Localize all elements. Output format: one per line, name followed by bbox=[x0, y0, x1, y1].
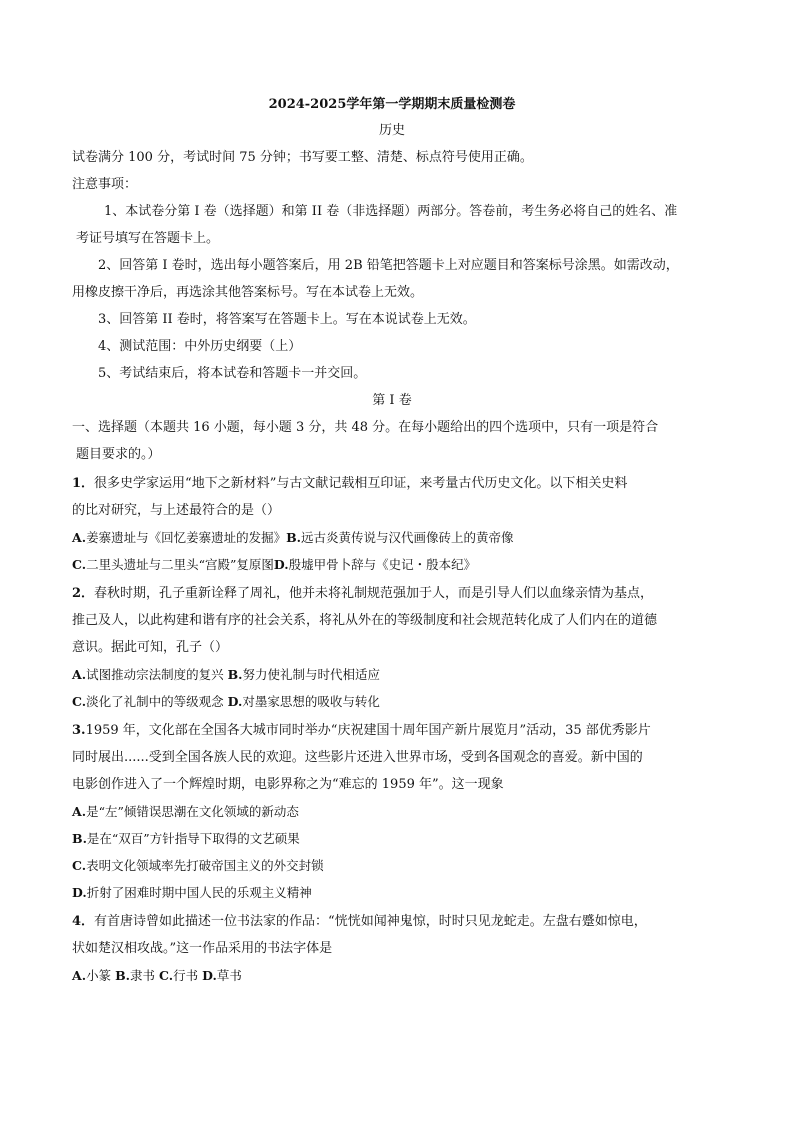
question-text: 的比对研究，与上述最符合的是（） bbox=[72, 503, 281, 518]
section-heading-cont: 题目要求的。） bbox=[76, 447, 161, 462]
option-row bbox=[72, 962, 712, 989]
option-key: B. bbox=[286, 530, 301, 545]
question-number: 3. bbox=[72, 723, 86, 738]
option-key: A. bbox=[72, 667, 87, 682]
option-row bbox=[72, 879, 712, 906]
question-text: 很多史学家运用“地下之新材料”与古文献记载相互印证，来考量古代历史文化。以下相关史料 bbox=[94, 476, 628, 491]
option-text: 行书 bbox=[173, 968, 199, 983]
option-row bbox=[72, 524, 712, 551]
option-text: 努力使礼制与时代相适应 bbox=[242, 667, 380, 682]
option-key: D. bbox=[202, 968, 217, 983]
option-key: B. bbox=[115, 968, 130, 983]
option-row bbox=[72, 688, 712, 715]
question-2 bbox=[72, 580, 712, 715]
question-text: 春秋时期，孔子重新诠释了周礼，他并未将礼制规范强加于人，而是引导人们以血缘亲情为基点， bbox=[94, 586, 654, 601]
question-text: 1959 年，文化部在全国各大城市同时举办“庆祝建国十周年国产新片展览月”活动，35 部优秀影片 bbox=[85, 723, 651, 738]
option-row bbox=[72, 661, 712, 688]
option-text: 试图推动宗法制度的复兴 bbox=[86, 667, 224, 682]
option-key: C. bbox=[72, 557, 87, 572]
notice-item-5: 5、考试结束后，将本试卷和答题卡一并交回。 bbox=[98, 366, 367, 381]
question-text: 意识。据此可知，孔子（） bbox=[72, 640, 229, 655]
option-text: 是“左”倾错误思潮在文化领域的新动态 bbox=[86, 804, 299, 819]
question-text: 有首唐诗曾如此描述一位书法家的作品：“恍恍如闻神鬼惊，时时只见龙蛇走。左盘右蹙如惊电， bbox=[94, 914, 647, 929]
notice-item-1: 1、本试卷分第 I 卷（选择题）和第 II 卷（非选择题）两部分。答卷前，考生务必将自己的姓名、准 bbox=[104, 204, 678, 219]
question-text: 状如楚汉相攻战。”这一作品采用的书法字体是 bbox=[72, 941, 333, 956]
notice-list bbox=[72, 198, 712, 387]
part-title: 第 I 卷 bbox=[372, 393, 412, 408]
question-text: 电影创作进入了一个辉煌时期，电影界称之为“难忘的 1959 年”。这一现象 bbox=[72, 777, 504, 792]
option-key: D. bbox=[227, 694, 243, 709]
option-row bbox=[72, 551, 712, 578]
option-text: 折射了困难时期中国人民的乐观主义精神 bbox=[86, 885, 312, 900]
notice-label: 注意事项： bbox=[72, 177, 138, 192]
section-heading: 一、选择题（本题共 16 小题，每小题 3 分，共 48 分。在每小题给出的四个选项中，只有一项是符合 bbox=[72, 420, 659, 435]
option-text: 殷墟甲骨卜辞与《史记・殷本纪》 bbox=[288, 557, 477, 572]
option-text: 对墨家思想的吸收与转化 bbox=[242, 694, 380, 709]
question-4 bbox=[72, 908, 712, 989]
question-number: 1． bbox=[72, 476, 95, 491]
exam-info: 试卷满分 100 分，考试时间 75 分钟；书写要工整、清楚、标点符号使用正确。 bbox=[72, 150, 533, 165]
option-text: 隶书 bbox=[129, 968, 155, 983]
option-key: A. bbox=[72, 530, 87, 545]
exam-page bbox=[72, 92, 712, 989]
question-number: 2． bbox=[72, 586, 95, 601]
option-text: 姜寨遗址与《回忆姜寨遗址的发掘》 bbox=[86, 530, 287, 545]
option-row bbox=[72, 852, 712, 879]
question-1 bbox=[72, 470, 712, 578]
notice-item-2-cont: 用橡皮擦干净后，再选涂其他答案标号。写在本试卷上无效。 bbox=[72, 285, 424, 300]
question-text: 推己及人，以此构建和谐有序的社会关系，将礼从外在的等级制度和社会规范转化成了人们内在的道德 bbox=[72, 613, 658, 628]
option-row bbox=[72, 825, 712, 852]
notice-item-2: 2、回答第 I 卷时，选出每小题答案后，用 2B 铅笔把答题卡上对应题目和答案标号涂黑。如需改动， bbox=[98, 258, 679, 273]
notice-item-1-cont: 考证号填写在答题卡上。 bbox=[76, 231, 220, 246]
exam-subject: 历史 bbox=[378, 123, 405, 138]
option-key: A. bbox=[72, 968, 87, 983]
question-text: 同时展出......受到全国各族人民的欢迎。这些影片还进入世界市场，受到各国观念的喜爱。新中国的 bbox=[72, 750, 643, 765]
notice-item-3: 3、回答第 II 卷时，将答案写在答题卡上。写在本说试卷上无效。 bbox=[98, 312, 476, 327]
option-text: 小篆 bbox=[86, 968, 112, 983]
option-text: 二里头遗址与二里头“宫殿”复原图 bbox=[86, 557, 274, 572]
option-key: C. bbox=[158, 968, 174, 983]
exam-title: 2024-2025学年第一学期期末质量检测卷 bbox=[268, 97, 516, 112]
option-text: 表明文化领域率先打破帝国主义的外交封锁 bbox=[86, 858, 324, 873]
option-key: C. bbox=[72, 694, 87, 709]
option-key: D. bbox=[72, 885, 87, 900]
option-key: D. bbox=[273, 557, 289, 572]
option-text: 草书 bbox=[216, 968, 242, 983]
option-row bbox=[72, 798, 712, 825]
option-key: A. bbox=[72, 804, 87, 819]
question-number: 4． bbox=[72, 914, 95, 929]
option-key: B. bbox=[72, 831, 87, 846]
option-text: 是在“双百”方针指导下取得的文艺硕果 bbox=[86, 831, 300, 846]
notice-item-4: 4、测试范围：中外历史纲要（上） bbox=[98, 339, 302, 354]
option-text: 淡化了礼制中的等级观念 bbox=[86, 694, 224, 709]
option-key: C. bbox=[72, 858, 87, 873]
question-3 bbox=[72, 717, 712, 906]
option-key: B. bbox=[227, 667, 243, 682]
option-text: 远古炎黄传说与汉代画像砖上的黄帝像 bbox=[301, 530, 514, 545]
